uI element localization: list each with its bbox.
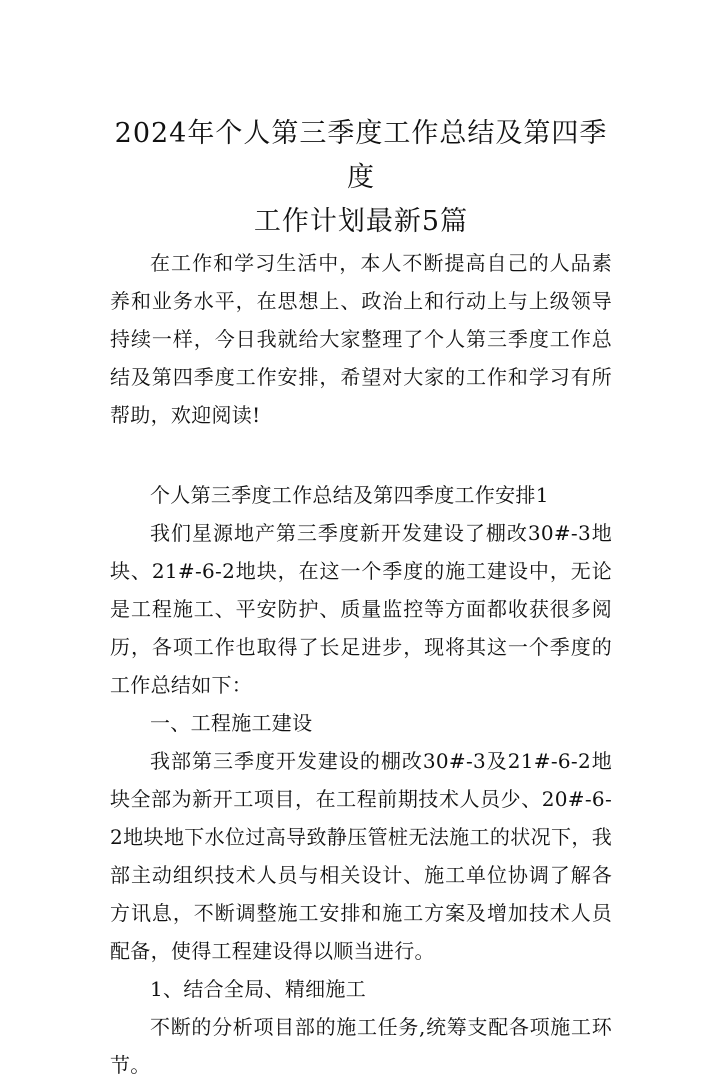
body-paragraph-1: 我们星源地产第三季度新开发建设了棚改30#-3地块、21#-6-2地块，在这一个季度的施工建设中，无论是工程施工、平安防护、质量监控等方面都收获很多阅历，各项工作也取得了长足进步，现将其这一个季度的工作总结如下： [110,521,612,697]
body-paragraph-3: 不断的分析项目部的施工任务,统筹支配各项施工环节。 [110,1015,612,1077]
heading-fine-construction: 1、结合全局、精细施工 [150,977,367,1001]
title-line-2: 工作计划最新5篇 [253,206,469,237]
section-title: 个人第三季度工作总结及第四季度工作安排1 [150,483,549,507]
title-line-1: 2024年个人第三季度工作总结及第四季度 [114,118,608,193]
intro-paragraph: 在工作和学习生活中，本人不断提高自己的人品素养和业务水平，在思想上、政治上和行动上与上级领导持续一样，今日我就给大家整理了个人第三季度工作总结及第四季度工作安排，希望对大家的工作和学习有所帮助，欢迎阅读! [110,251,612,427]
document-title [110,112,612,244]
body-paragraph-2: 我部第三季度开发建设的棚改30#-3及21#-6-2地块全部为新开工项目，在工程前期技术人员少、20#-6-2地块地下水位过高导致静压管桩无法施工的状况下，我部主动组织技术人员与相关设计、施工单位协调了解各方讯息，不断调整施工安排和施工方案及增加技术人员配备，使得工程建设得以顺当进行。 [110,749,612,963]
heading-construction: 一、工程施工建设 [150,711,313,735]
